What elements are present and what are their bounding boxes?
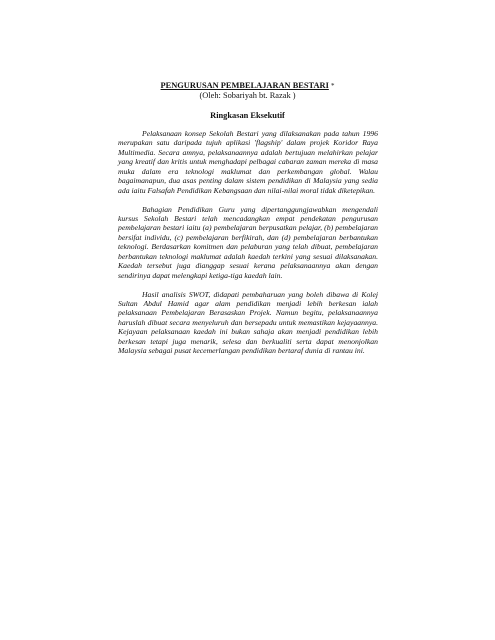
document-title: PENGURUSAN PEMBELAJARAN BESTARI <box>160 81 329 90</box>
title-footnote-mark: * <box>330 82 335 90</box>
section-heading: Ringkasan Eksekutif <box>210 111 285 120</box>
body-paragraph: Hasil analisis SWOT, didapati pembaharuan yang boleh dibawa di Kolej Sultan Abdul Hamid agar alam pendidikan menjadi lebih berkesan ialah pelaksanaan Pembelajaran Berasaskan Projek. Namun begitu, pelaksanaannya haruslah dibuat secara menyeluruh dan bersepadu untuk memastikan kejayaannya. Kejayaan pelaksanaan kaedah ini bukan sahaja akan menjadi pendidikan lebih berkesan tetapi juga menarik, selesa dan berkualiti serta dapat menonjolkan Malaysia sebagai pusat kecemerlangan pendidikan bertaraf dunia di rantau ini. <box>118 289 378 356</box>
body-paragraph: Bahagian Pendidikan Guru yang dipertanggungjawabkan mengendali kursus Sekolah Bestari telah mencadangkan empat pendekatan pengurusan pembelajaran bestari iaitu (a) pembelajaran berpusatkan pelajar, (b) pembelajaran bersifat individu, (c) pembelajaran berfikirah, dan (d) pembelajaran berbantukan teknologi. Berdasarkan komitmen dan pelaburan yang telah dibuat, pembelajaran berbantukan teknologi maklumat adalah kaedah terkini yang sesuai dilaksanakan. Kaedah tersebut juga dianggap sesuai kerana pelaksanaannya akan dengan sendirinya dapat melengkapi ketiga-tiga kaedah lain. <box>118 204 378 280</box>
document-author: (Oleh: Sobariyah bt. Razak ) <box>199 91 296 100</box>
document-body <box>118 129 378 356</box>
document-title-line <box>0 81 495 91</box>
body-paragraph: Pelaksanaan konsep Sekolah Bestari yang dilaksanakan pada tahun 1996 merupakan satu daripada tujuh aplikasi 'flagship' dalam projek Koridor Raya Multimedia. Secara amnya, pelaksanaannya adalah bertujuan melahirkan pelajar yang kreatif dan kritis untuk menghadapi pelbagai cabaran zaman mereka di masa muka dalam era teknologi maklumat dan perkembangan global. Walau bagaimanapun, dua asas penting dalam sistem pendidikan di Malaysia yang sedia ada iaitu Falsafah Pendidikan Kebangsaan dan nilai-nilai moral tidak diketepikan. <box>118 129 378 195</box>
